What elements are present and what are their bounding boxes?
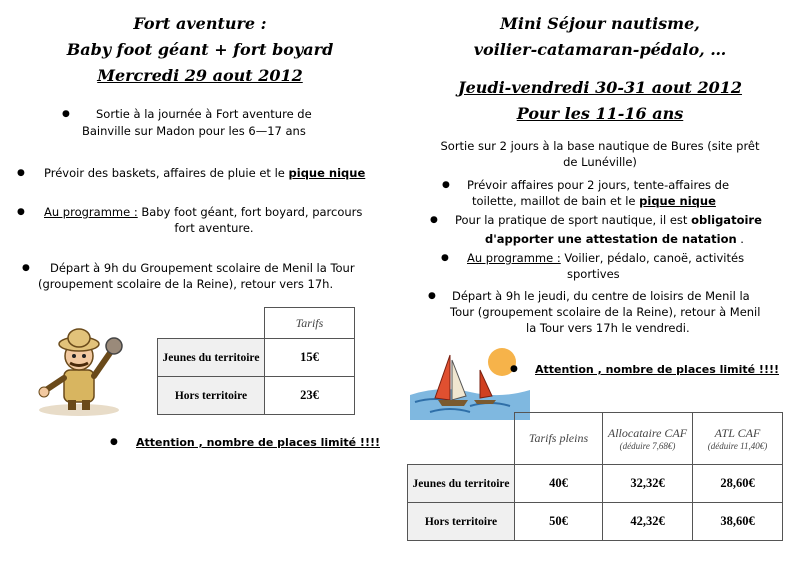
left-title-line3: Mercredi 29 aout 2012 [97,66,303,85]
right-attention: Attention , nombre de places limité !!!! [535,363,779,376]
bullet-icon: ● [17,168,25,178]
right-price-table [407,412,783,541]
right-b4-line1: Départ à 9h le jeudi, du centre de loisirs de Menil la [452,289,750,303]
right-title-line3: Jeudi-vendredi 30-31 aout 2012 [458,78,742,97]
left-para4-line2: (groupement scolaire de la Reine), retour vers 17h. [38,277,334,291]
right-b2-attestation: d'apporter une attestation de natation [485,232,737,246]
table-corner [408,413,515,465]
right-row-value: 32,32€ [603,465,693,503]
right-b4-line3: la Tour vers 17h le vendredi. [526,321,690,335]
left-para2-emph: pique nique [288,166,366,180]
right-b2-line2 [485,232,744,247]
left-row-label: Hors territoire [158,377,265,415]
right-row-value: 50€ [515,503,603,541]
left-para4-line1: Départ à 9h du Groupement scolaire de Menil la Tour [50,261,355,275]
left-para3-label: Au programme : [44,205,138,219]
right-b3-label: Au programme : [467,251,561,265]
left-para2 [44,166,365,181]
left-title-line2: Baby foot géant + fort boyard [66,40,334,59]
right-header-cell [693,413,783,465]
left-attention: Attention , nombre de places limité !!!! [136,436,380,449]
left-table-header: Tarifs [265,308,355,339]
right-intro-line2: de Lunéville) [563,155,637,169]
right-b1-text: toilette, maillot de bain et le [472,194,640,208]
right-b2-end: . [736,232,744,246]
left-row-label: Jeunes du territoire [158,339,265,377]
right-header-sub: (déduire 7,68€) [619,441,676,451]
bullet-icon: ● [22,263,30,273]
left-para3-line2: fort aventure. [174,221,254,235]
right-title-line4: Pour les 11-16 ans [516,104,684,123]
explorer-clipart [24,318,134,418]
bullet-icon: ● [428,291,436,301]
right-b3-line1 [467,251,744,266]
right-b3-line2: sportives [567,267,620,281]
right-title-line1: Mini Séjour nautisme, [500,14,700,33]
sailboat-clipart [410,340,530,420]
right-b3-text: Voilier, pédalo, canoë, activités [560,251,745,265]
right-b2-line1 [455,213,762,228]
bullet-icon: ● [510,364,518,374]
left-title-line1: Fort aventure : [133,14,267,33]
right-header-main: ATL CAF [714,426,761,440]
left-para1-line1: Sortie à la journée à Fort aventure de [96,107,312,121]
left-price-table [157,307,355,415]
right-b2-emph: obligatoire [691,213,762,227]
right-header-main: Tarifs pleins [528,431,589,445]
right-header-main: Allocataire CAF [607,426,688,440]
left-row-value: 23€ [265,377,355,415]
right-row-value: 42,32€ [603,503,693,541]
right-title-line2: voilier-catamaran-pédalo, … [473,40,727,59]
left-para2-text: Prévoir des baskets, affaires de pluie et le [44,166,289,180]
right-b1-line2 [472,194,716,209]
right-header-sub: (déduire 11,40€) [707,441,768,451]
bullet-icon: ● [442,180,450,190]
right-b1-emph: pique nique [639,194,716,208]
right-row-value: 40€ [515,465,603,503]
right-row-value: 38,60€ [693,503,783,541]
right-b4-line2: Tour (groupement scolaire de la Reine), retour à Menil [450,305,761,319]
right-b2-text: Pour la pratique de sport nautique, il est [455,213,692,227]
left-para1-line2: Bainville sur Madon pour les 6—17 ans [82,124,306,138]
right-row-label: Jeunes du territoire [408,465,515,503]
right-intro-line1: Sortie sur 2 jours à la base nautique de Bures (site prêt [440,139,760,153]
right-header-cell [603,413,693,465]
right-row-value: 28,60€ [693,465,783,503]
bullet-icon: ● [430,215,438,225]
bullet-icon: ● [441,253,449,263]
bullet-icon: ● [110,437,118,447]
right-b1-line1: Prévoir affaires pour 2 jours, tente-affaires de [467,178,730,192]
left-para3-text: Baby foot géant, fort boyard, parcours [137,205,363,219]
table-corner [158,308,265,339]
bullet-icon: ● [62,109,70,119]
bullet-icon: ● [17,207,25,217]
right-header-cell [515,413,603,465]
left-para3-line1 [44,205,362,220]
left-row-value: 15€ [265,339,355,377]
right-row-label: Hors territoire [408,503,515,541]
